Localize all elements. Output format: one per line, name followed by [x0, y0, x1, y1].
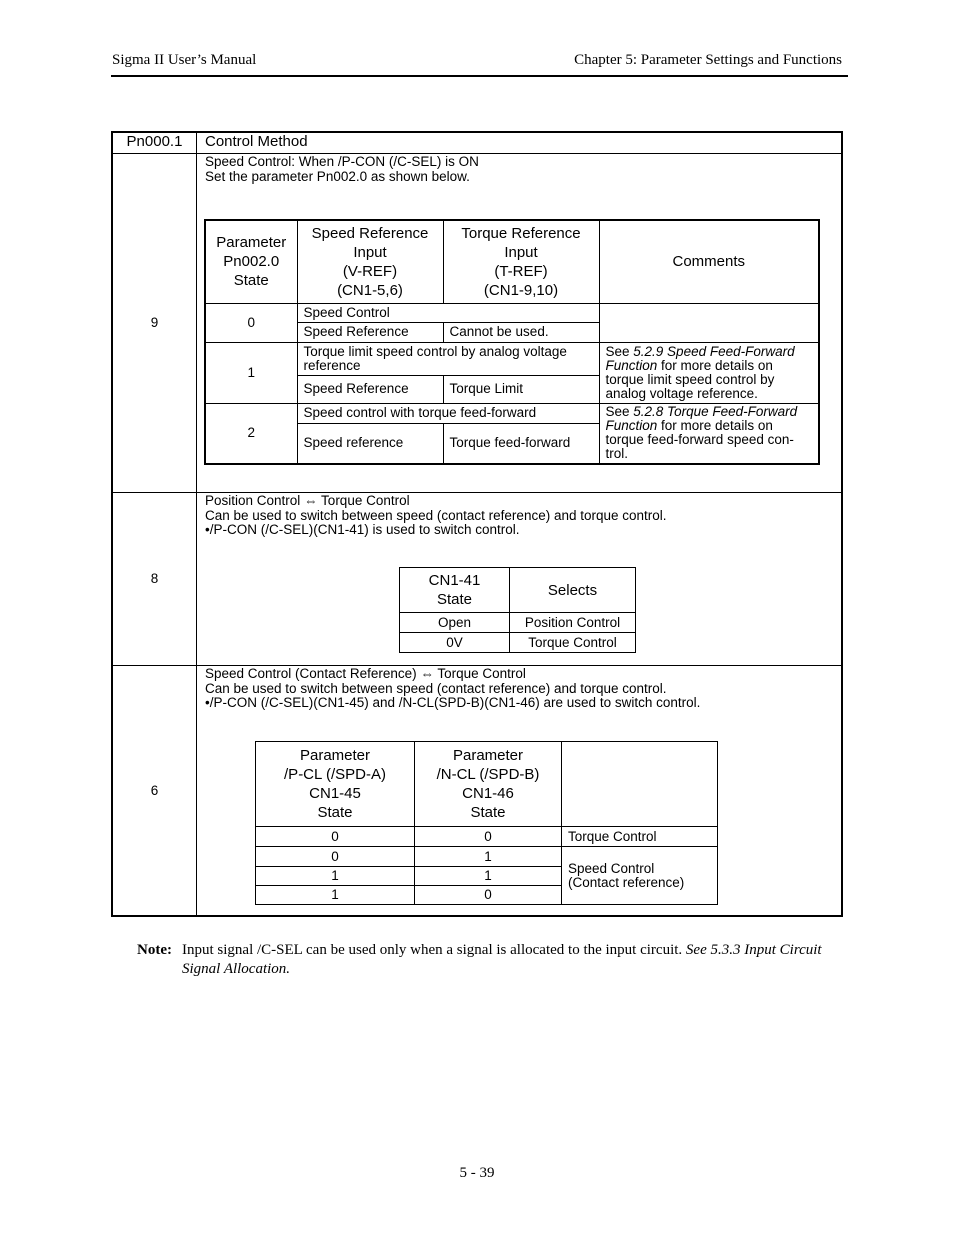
- param-title: Control Method: [205, 133, 308, 150]
- contact-ref-b-1: 0: [415, 827, 562, 847]
- cn1-41-row-open: [400, 613, 636, 633]
- row-9-number: 9: [150, 315, 159, 330]
- contact-ref-header-row: [256, 742, 718, 827]
- row-6-number: 6: [150, 783, 159, 798]
- pn002-state-1-title-row: [205, 342, 819, 375]
- running-header-title: Sigma II User’s Manual: [112, 52, 257, 68]
- column-divider: [196, 133, 197, 915]
- row-9-description: [205, 155, 479, 184]
- contact-ref-row-2: [256, 847, 718, 867]
- pn002-state-0-comment: [599, 303, 819, 342]
- pn002-state-2: 2: [205, 403, 297, 464]
- row-8-desc-line2: Can be used to switch between speed (contact reference) and torque control.: [205, 507, 667, 523]
- note-label: Note:: [137, 942, 172, 958]
- pn002-state-0-title: Speed Control: [297, 303, 599, 322]
- contact-ref-speed-control: Speed Control (Contact reference): [562, 847, 718, 905]
- contact-ref-header-p-cl: Parameter /P-CL (/SPD-A) CN1-45 State: [256, 742, 415, 827]
- row-8-number: 8: [150, 571, 159, 586]
- contact-ref-b-3: 1: [415, 867, 562, 886]
- note-text: Input signal /C-SEL can be used only when a signal is allocated to the input circuit.: [182, 942, 686, 958]
- page-number: 5 - 39: [459, 1165, 495, 1181]
- pn002-state-2-title-row: [205, 403, 819, 423]
- pn002-state-2-torque: Torque feed-forward: [443, 423, 599, 464]
- contact-ref-a-1: 0: [256, 827, 415, 847]
- cn1-41-state-open: Open: [400, 613, 510, 633]
- contact-ref-b-4: 0: [415, 886, 562, 905]
- row-8-desc-line3: •/P-CON (/C-SEL)(CN1-41) is used to switch control.: [205, 522, 520, 537]
- contact-ref-a-3: 1: [256, 867, 415, 886]
- control-method-table: [111, 131, 843, 917]
- pn002-state-1: 1: [205, 342, 297, 403]
- cross-reference-5-2-8: 5.2.8 Torque Feed-Forward Function: [605, 404, 798, 434]
- pn002-state-0-title-row: [205, 303, 819, 322]
- pn002-state-2-speed: Speed reference: [297, 423, 443, 464]
- running-header-chapter: Chapter 5: Parameter Settings and Functions: [574, 52, 842, 68]
- cn1-41-selects-torque: Torque Control: [510, 633, 636, 653]
- pn002-state-2-comment: See 5.2.8 Torque Feed-Forward Function for more details on torque feed-forward speed con-trol.: [599, 403, 819, 464]
- cn1-41-state-0v: 0V: [400, 633, 510, 653]
- pn002-state-1-comment: See 5.2.9 Speed Feed-Forward Function for more details on torque limit speed control by analog voltage reference.: [599, 342, 819, 403]
- contact-ref-a-4: 1: [256, 886, 415, 905]
- row-6-description: [205, 667, 700, 711]
- contact-ref-a-2: 0: [256, 847, 415, 867]
- pn002-state-1-torque: Torque Limit: [443, 375, 599, 403]
- row-6-desc-line2: Can be used to switch between speed (contact reference) and torque control.: [205, 680, 667, 696]
- pn002-state-1-title: Torque limit speed control by analog voltage reference: [297, 342, 599, 375]
- contact-ref-torque-control: Torque Control: [562, 827, 718, 847]
- pn002-header-state: Parameter Pn002.0 State: [205, 220, 297, 303]
- contact-reference-table: [255, 741, 718, 905]
- contact-ref-header-n-cl: Parameter /N-CL (/SPD-B) CN1-46 State: [415, 742, 562, 827]
- row-9-desc-line2: Set the parameter Pn002.0 as shown below.: [205, 168, 470, 184]
- cn1-41-header-state: CN1-41 State: [400, 568, 510, 613]
- pn002-state-0-speed: Speed Reference: [297, 322, 443, 342]
- row-6-desc-line1: Speed Control (Contact Reference) ⇔ Torque Control: [205, 666, 526, 681]
- row-8-description: [205, 494, 667, 538]
- pn002-state-2-title: Speed control with torque feed-forward: [297, 403, 599, 423]
- note-cross-reference: See 5.3.3 Input Circuit Signal Allocation.: [182, 942, 822, 977]
- cn1-41-header-row: [400, 568, 636, 613]
- contact-ref-header-blank: [562, 742, 718, 827]
- pn002-state-1-speed: Speed Reference: [297, 375, 443, 403]
- pn002-state-table: [204, 219, 820, 465]
- cross-reference-5-2-9: 5.2.9 Speed Feed-Forward Function: [605, 343, 795, 373]
- header-rule: [111, 75, 848, 77]
- pn002-header-torque-ref: Torque Reference Input (T-REF) (CN1-9,10): [443, 220, 599, 303]
- contact-ref-b-2: 1: [415, 847, 562, 867]
- pn002-state-0: 0: [205, 303, 297, 342]
- pn002-state-0-torque: Cannot be used.: [443, 322, 599, 342]
- cn1-41-header-selects: Selects: [510, 568, 636, 613]
- param-label: Pn000.1: [126, 133, 183, 150]
- cn1-41-state-table: [399, 567, 636, 653]
- row-8-desc-line1: Position Control ⇔ Torque Control: [205, 493, 410, 508]
- contact-ref-row-1: [256, 827, 718, 847]
- cn1-41-row-0v: [400, 633, 636, 653]
- cn1-41-selects-position: Position Control: [510, 613, 636, 633]
- note-paragraph: [137, 941, 827, 979]
- row-6-desc-line3: •/P-CON (/C-SEL)(CN1-45) and /N-CL(SPD-B)(CN1-46) are used to switch control.: [205, 695, 701, 710]
- row-9-desc-line1: Speed Control: When /P-CON (/C-SEL) is ON: [205, 154, 479, 169]
- pn002-header-comments: Comments: [599, 220, 819, 303]
- pn002-header-speed-ref: Speed Reference Input (V-REF) (CN1-5,6): [297, 220, 443, 303]
- pn002-header-row: [205, 220, 819, 303]
